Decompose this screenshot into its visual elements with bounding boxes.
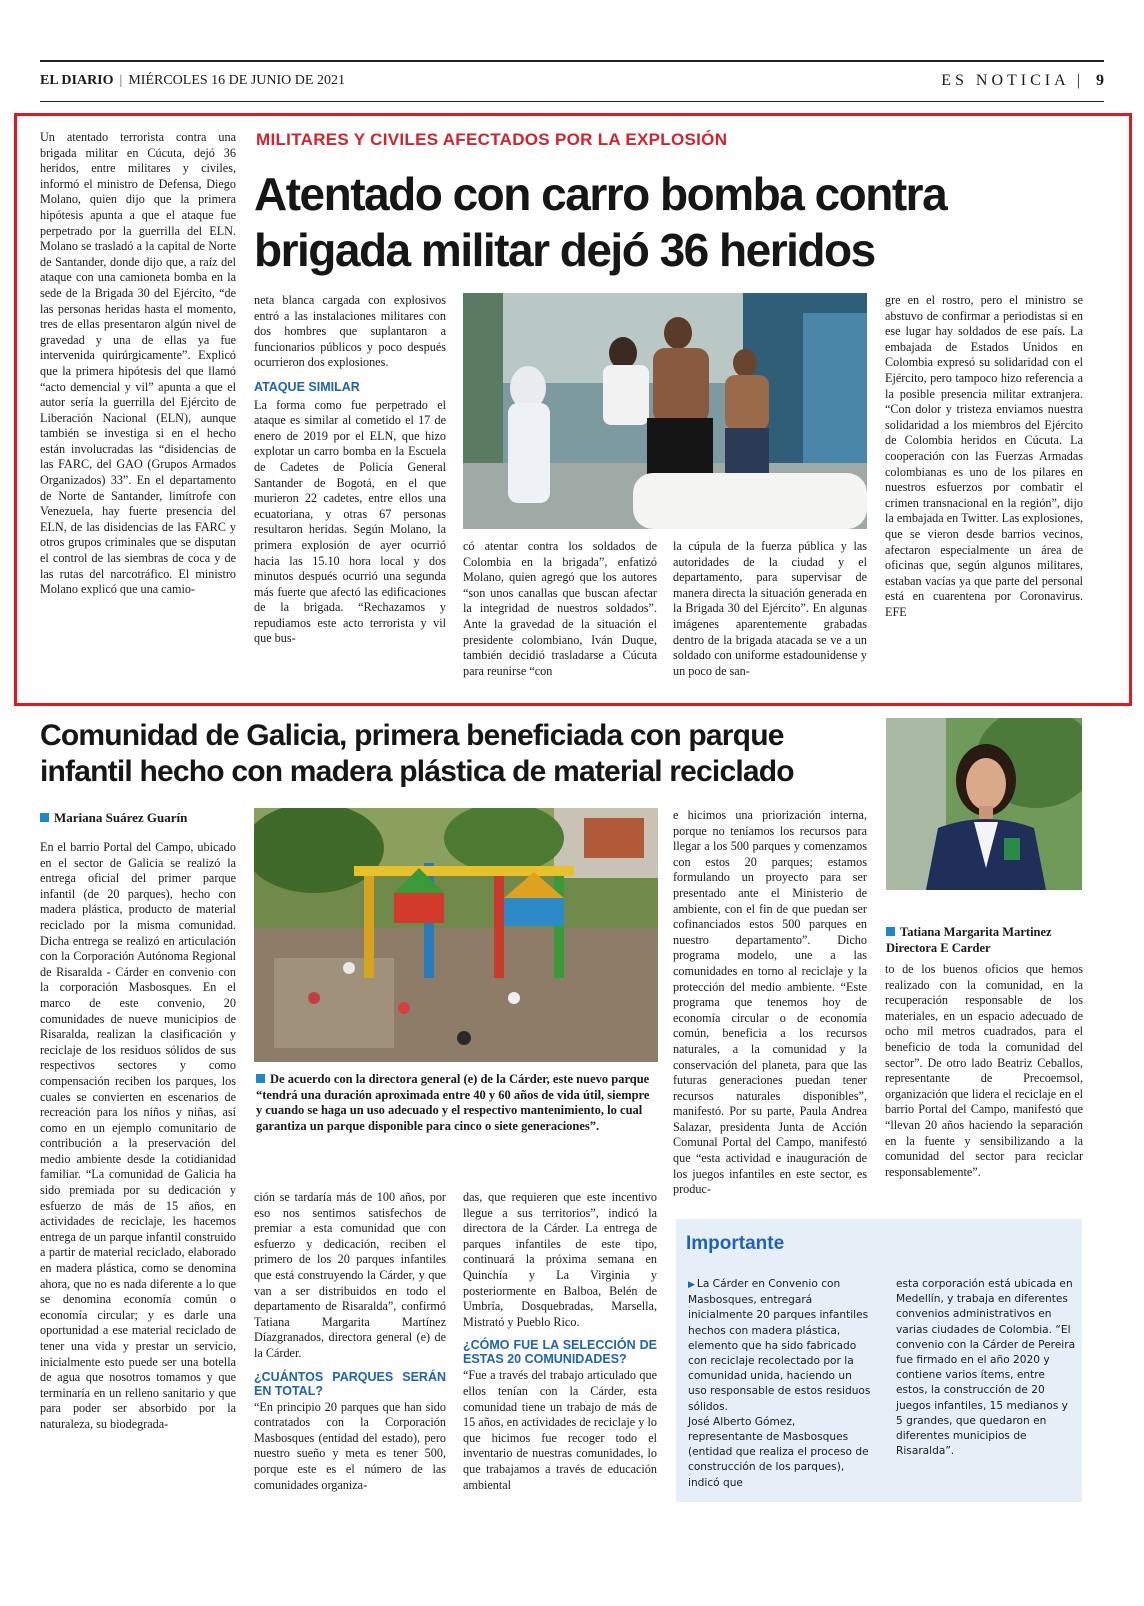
- article1-column-3: [463, 539, 657, 679]
- article1-body-text: neta blanca cargada con explosivos entró a las instalaciones militares con dos hombres que suplantaron a funcionarios públicos y poco después ocurrieron dos explosiones.: [254, 293, 446, 370]
- importante-text-a: La Cárder en Convenio con Masbosques, entregará inicialmente 20 parques infantiles hechos con madera plástica, elemento que ha sido fabricado con reciclaje recolectado por la comunidad unida, haciendo un uso responsable de estos residuos sólidos.: [688, 1278, 871, 1413]
- playground-photo-illustration: [254, 808, 658, 1062]
- article1-headline-line2: brigada militar dejó 36 heridos: [254, 224, 875, 276]
- article2-body-text: e hicimos una priorización interna, porque no teníamos los recursos para llegar a los 500 parques y comenzamos con estos 20 parques; estamos formulando un proyecto para ser presentado ante el Ministerio de ambiente, con el fin de que puedan ser cofinanciados estos 500 parques en nuestro departamento”. Dicho programa modelo, une a las comunidades en torno al reciclaje y la protección del medio ambiente. “Este programa que tenemos hoy de economía circular o de economía común, beneficia a los recursos naturales, a la comunidad y la conservación del planeta, para que las futuras generaciones puedan tener recursos naturales disponibles”, manifestó. Por su parte, Paula Andrea Salazar, presidenta Junta de Acción Comunal Portal del Campo, manifestó que “esta actividad e inauguración de los juegos infantiles en este sector, es produc-: [673, 808, 867, 1197]
- importante-right-column: [896, 1277, 1076, 1459]
- article2-subhead: ¿CUÁNTOS PARQUES SERÁN EN TOTAL?: [254, 1369, 446, 1398]
- article1-body-text: la cúpula de la fuerza pública y las autoridades de la ciudad y el departamento, para supervisar de manera directa la situación generada en la Brigada 30 del Ejército”. En algunas imágenes aparentemente grabadas dentro de la brigada atacada se ve a un soldado con uniforme estadounidense y un poco de san-: [673, 539, 867, 678]
- article2-body-text: “Fue a través del trabajo articulado que ellos tenían con la Cárder, esta comunidad tiene un trabajo de más de 15 años, en actividades de reciclaje y lo que hicimos fue recoger todo el inventario de nuestras comunidades, lo que trabajamos a través de educación ambiental: [463, 1368, 657, 1492]
- bullet-square-icon: [886, 927, 895, 936]
- article2-byline: [40, 810, 187, 826]
- hospital-photo-illustration: [463, 293, 867, 529]
- article1-column-4: [673, 539, 867, 679]
- issue-date: MIÉRCOLES 16 DE JUNIO DE 2021: [128, 73, 345, 88]
- article1-column-1: [40, 130, 236, 598]
- section-label: [941, 72, 1104, 90]
- article1-body-text: gre en el rostro, pero el ministro se abstuvo de confirmar a periodistas si en ese lugar hay soldados de ese país. La embajada de Estados Unidos en Colombia expresó su solidaridad con el Ejército, pero tampoco hizo referencia a la posible presencia militar extranjera. “Con dolor y tristeza enviamos nuestra solidaridad a los miembros del Ejército de Colombia heridos en Cúcuta. La cooperación con las Fuerzas Armadas colombianas es uno de los pilares en nuestros esfuerzos por combatir el crimen transnacional en la región”, dijo la embajada en Twitter. Las explosiones, que se vieron desde barrios vecinos, afectaron especialmente un área de oficinas que, según algunos militares, estaban vacías ya que parte del personal está en cuarentena por Coronavirus. EFE: [885, 293, 1083, 619]
- importante-box: [676, 1219, 1082, 1502]
- triangle-bullet-icon: ▶: [688, 1280, 695, 1290]
- article1-subhead: ATAQUE SIMILAR: [254, 379, 360, 394]
- article1-kicker: MILITARES Y CIVILES AFECTADOS POR LA EXPLOSIÓN: [256, 130, 728, 149]
- newspaper-name: EL DIARIO: [40, 73, 114, 88]
- article2-subhead: ¿CÓMO FUE LA SELECCIÓN DE ESTAS 20 COMUNIDADES?: [463, 1338, 657, 1367]
- article2-headline-line2: infantil hecho con madera plástica de material reciclado: [40, 755, 794, 788]
- masthead: [40, 73, 345, 89]
- article2-column-3: [463, 1190, 657, 1493]
- article1-headline-line1: Atentado con carro bomba contra: [254, 168, 947, 220]
- article2-column-2: [254, 1190, 446, 1493]
- separator: |: [119, 73, 123, 88]
- section-name: ES NOTICIA: [941, 72, 1069, 89]
- article2-column-1: [40, 840, 236, 1433]
- article1-body-text: có atentar contra los soldados de Colombia en la brigada”, enfatizó Molano, quien agregó que los autores “son unos canallas que buscan afectar la integridad de nuestros soldados”. Ante la gravedad de la situación el presidente colombiano, Iván Duque, también decidió trasladarse a Cúcuta para reunirse “con: [463, 539, 657, 678]
- importante-text-c: esta corporación está ubicada en Medellín, y trabaja en diferentes convenios administrativos en varias ciudades de Colombia. “El convenio con la Cárder de Pereira fue firmado en el año 2020 y contiene varios ítems, entre estos, la construcción de 20 juegos infantiles, 15 medianos y 5 grandes, que quedaron en diferentes municipios de Risaralda”.: [896, 1278, 1076, 1458]
- bullet-square-icon: [40, 813, 49, 822]
- page-number: 9: [1096, 72, 1104, 89]
- author-name: Mariana Suárez Guarín: [54, 810, 188, 825]
- article1-headline: [254, 166, 1084, 278]
- article2-body-text: das, que requieren que este incentivo llegue a sus territorios”, indicó la directora de la Cárder. La entrega de parques infantiles de este tipo, continuará la próxima semana en Quinchía y La Virginia y posteriormente en Balboa, Belén de Umbría, Dosquebradas, Marsella, Mistrató y Pueblo Rico.: [463, 1190, 657, 1329]
- article2-body-text: “En principio 20 parques que han sido contratados con la Corporación Masbosques (entidad del estado), pero nuestro sueño y meta es tener 500, porque este es el número de las comunidades organiza-: [254, 1399, 446, 1492]
- article2-column-4: [673, 808, 867, 1198]
- article2-column-5: [885, 962, 1083, 1180]
- article2-body-text: to de los buenos oficios que hemos realizado con la comunidad, en la recuperación responsable de los materiales, en un espacio adecuado de ocho mil metros cuadrados, para el beneficio de toda la comunidad del sector”. De otro lado Beatriz Ceballos, representante de Precoemsol, organización que lidera el reciclaje en el barrio Portal del Campo, manifestó que “llevan 20 años haciendo la separación en la fuente y sensibilizando a la comunidad del sector para reciclar responsablemente”.: [885, 962, 1083, 1179]
- playground-photo: [254, 808, 658, 1062]
- article1-body-text: Un atentado terrorista contra una brigada militar en Cúcuta, dejó 36 heridos, entre militares y civiles, informó el ministro de Defensa, Diego Molano, quien dijo que la primera hipótesis apunta a que el ataque fue perpetrado por la guerrilla del ELN. Molano se trasladó a la capital de Norte de Santander, donde dijo que, a raíz del ataque con una camioneta bomba en la sede de la Brigada 30 del Ejército, “de las personas heridas hasta el momento, tres de ellas presentaron algún nivel de gravedad y una de ellas ya fue intervenida quirúrgicamente”. Explicó que la primera hipótesis del que llamó “acto demencial y vil” apunta a que el autor sería la guerrilla del Ejército de Liberación Nacional (ELN), aunque también se investiga si en el hecho están involucradas las “disidencias de las FARC, del GAO (Grupos Armados Organizados) 33”. En el departamento de Norte de Santander, limítrofe con Venezuela, hay fuerte presencia del ELN, de las disidencias de las FARC y otros grupos criminales que se disputan el control de las siembras de coca y de las rutas del narcotráfico. El ministro Molano explicó que una camio-: [40, 130, 236, 597]
- article2-body-text: ción se tardaría más de 100 años, por eso nos sentimos satisfechos de premiar a esta comunidad que con esfuerzo y dedicación, reciben el primero de los 20 parques infantiles que está construyendo la Cárder, y que van a ser distribuidos en todo el departamento de Risaralda”, confirmó Tatiana Margarita Martínez Díazgranados, directora general (e) de la Cárder.: [254, 1190, 446, 1360]
- article2-body-text: En el barrio Portal del Campo, ubicado en el sector de Galicia se realizó la entrega oficial del primer parque infantil (de 20 parques), hecho con madera plástica, producto de material reciclado por la misma comunidad. Dicha entrega se realizó en articulación con la Corporación Autónoma Regional de Risaralda - Cárder en convenio con la corporación Masbosques. En el marco de este convenio, 20 comunidades de nueve municipios de Risaralda, realizan la clasificación y reciclaje de los residuos sólidos de sus respectivos sectores y como compensación reciben los parques, los cuales se convierten en escenarios de recreación para los niños y niñas, así como en un ejemplo comunitario de contribución a la preservación del medio ambiente desde la cotidianidad familiar. “La comunidad de Galicia ha sido premiada por su dedicación y esfuerzo de más de 15 años, en actividades de reciclaje, les hacemos entrega de un parque infantil construido a partir de material reciclado, elaborado en madera plástica, como se denomina ahora, que no es nada diferente a lo que se denomina economía común o economía circular; y es darle una oportunidad a ese material reciclado de tener una vida y prestar un servicio, inicialmente esto puede ser una botella de agua que nosotros tomamos y que terminaría en un relleno sanitario y que para poder ser absorbido por la naturaleza, su biodegrada-: [40, 840, 236, 1431]
- portrait-title: Directora E Carder: [886, 941, 991, 955]
- article2-headline-line1: Comunidad de Galicia, primera beneficiada con parque: [40, 719, 784, 752]
- portrait-photo-illustration: [886, 718, 1082, 890]
- portrait-name: Tatiana Margarita Martinez: [900, 925, 1052, 939]
- importante-left-column: [688, 1277, 872, 1491]
- separator: |: [1068, 72, 1092, 89]
- portrait-caption-name: [886, 924, 1082, 940]
- article1-body-text: La forma como fue perpetrado el ataque es similar al cometido el 17 de enero de 2019 por el ELN, que hizo explotar un carro bomba en la Escuela de Cadetes de Policía General Santander de Bogotá, en el que murieron 22 cadetes, entre ellos una ecuatoriana, y otras 67 personas resultaron heridas. Según Molano, la primera explosión de ayer ocurrió hacia las 15.10 hora local y dos minutos después ocurrió una segunda más fuerte que afectó las edificaciones de la brigada. “Rechazamos y repudiamos este acto terrorista y vil que bus-: [254, 397, 446, 646]
- article2-headline: [40, 718, 880, 790]
- portrait-photo: [886, 718, 1082, 890]
- article1-column-5: [885, 293, 1083, 620]
- bullet-square-icon: [256, 1074, 265, 1083]
- article1-column-2: [254, 293, 446, 647]
- hospital-photo: [463, 293, 867, 529]
- importante-text-b: José Alberto Gómez, representante de Masbosques (entidad que realiza el proceso de construcción de los parques), indicó que: [688, 1415, 869, 1489]
- playground-caption-text: De acuerdo con la directora general (e) de la Cárder, este nuevo parque “tendrá una duración aproximada entre 40 y 60 años de vida útil, siempre y cuando se haga un uso adecuado y el respectivo mantenimiento, lo cual garantiza un parque disponible para cinco o siete generaciones”.: [256, 1072, 650, 1133]
- header-bottom-rule: [40, 101, 1104, 102]
- portrait-caption: [886, 924, 1082, 956]
- importante-title: Importante: [686, 1233, 785, 1254]
- playground-photo-caption: [256, 1072, 658, 1134]
- importante-text: [688, 1277, 872, 1415]
- header-top-rule: [40, 60, 1104, 62]
